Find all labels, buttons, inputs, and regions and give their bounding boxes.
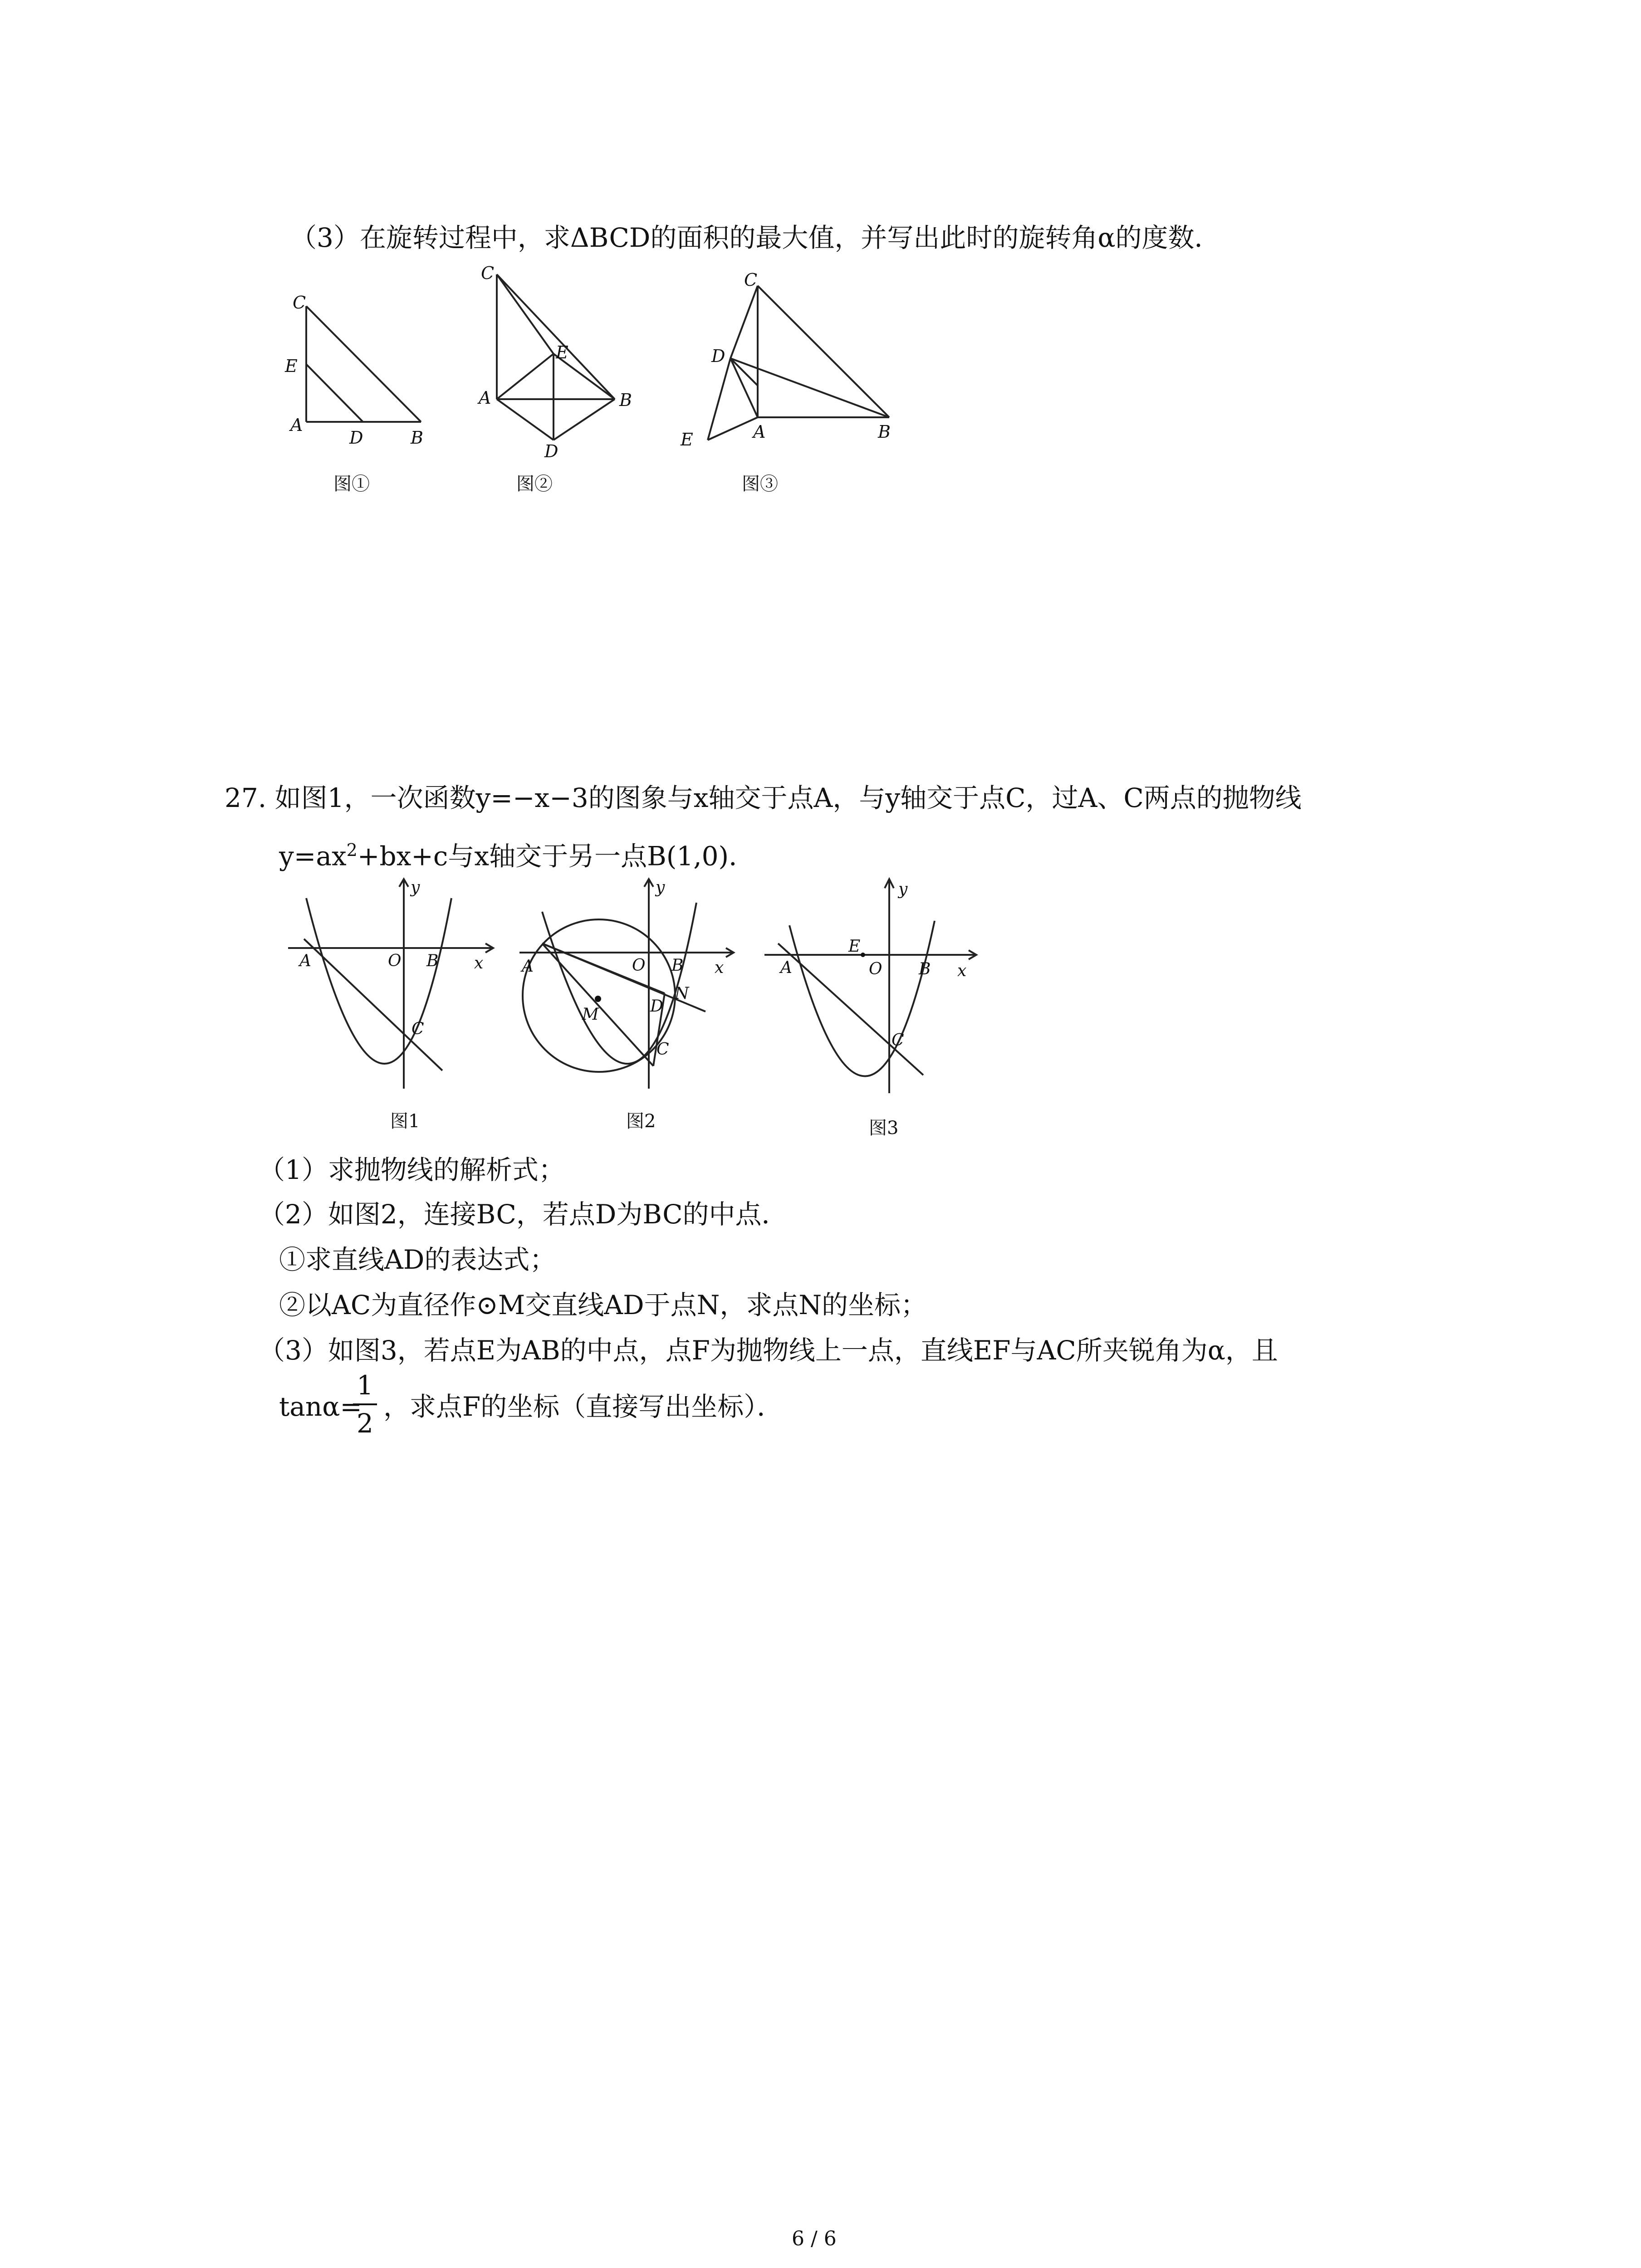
label-x: x xyxy=(474,954,484,973)
label-C: C xyxy=(481,263,495,283)
question-27-intro: 27. 如图1，一次函数y=−x−3的图象与x轴交于点A，与y轴交于点C，过A、C两点的抛物线 xyxy=(225,782,1302,813)
label-A: A xyxy=(299,952,311,970)
label-B: B xyxy=(671,956,684,975)
label-C: C xyxy=(892,1031,904,1050)
fraction-denominator: 2 xyxy=(357,1408,373,1439)
label-A: A xyxy=(753,422,766,442)
fraction-numerator: 1 xyxy=(353,1370,377,1405)
q27-sub2: （2）如图2，连接BC，若点D为BC的中点． xyxy=(259,1199,788,1230)
label-A: A xyxy=(522,957,534,976)
label-x: x xyxy=(715,958,724,977)
label-D: D xyxy=(711,346,725,366)
label-D: D xyxy=(544,441,558,461)
label-B: B xyxy=(619,390,632,410)
label-O: O xyxy=(632,956,646,975)
label-E: E xyxy=(848,937,861,956)
label-E: E xyxy=(285,356,298,376)
figure-caption: 图2 xyxy=(626,1111,656,1132)
figure-2-triangle xyxy=(463,263,653,463)
page-number: 6 / 6 xyxy=(792,2227,837,2250)
label-C: C xyxy=(744,270,758,290)
label-y: y xyxy=(898,880,908,899)
figure-3-triangle xyxy=(671,263,916,463)
exponent: 2 xyxy=(346,840,358,860)
parabola-text-pre: y=ax xyxy=(279,841,347,872)
graph-figure-2 xyxy=(515,875,742,1093)
label-A: A xyxy=(780,958,792,977)
label-A: A xyxy=(479,388,491,408)
parabola-text-post: +bx+c与x轴交于另一点B(1,0)． xyxy=(357,841,755,872)
label-x: x xyxy=(957,962,967,980)
question-26-part3: （3）在旋转过程中，求ΔBCD的面积的最大值，并写出此时的旋转角α的度数． xyxy=(290,222,1221,253)
label-M: M xyxy=(582,1005,599,1024)
q27-sub3-tail: ，求点F的坐标（直接写出坐标）． xyxy=(383,1391,784,1422)
label-C: C xyxy=(411,1020,424,1038)
label-O: O xyxy=(869,960,882,978)
q27-sub3: （3）如图3，若点E为AB的中点，点F为抛物线上一点，直线EF与AC所夹锐角为α，且 xyxy=(259,1335,1278,1366)
question-27-parabola xyxy=(279,840,755,872)
label-B: B xyxy=(878,422,891,442)
graph-figure-3 xyxy=(758,875,994,1098)
label-D: D xyxy=(650,997,663,1016)
label-B: B xyxy=(426,952,439,970)
figure-caption: 图③ xyxy=(742,474,778,494)
label-E: E xyxy=(681,430,693,450)
figure-caption: 图② xyxy=(516,474,553,494)
label-y: y xyxy=(411,878,420,897)
figure-caption: 图3 xyxy=(869,1118,899,1139)
label-C: C xyxy=(656,1040,669,1059)
q27-sub3-tan-pre: tanα= xyxy=(279,1391,362,1422)
label-C: C xyxy=(293,293,306,313)
q27-sub2-2: ②以AC为直径作⊙M交直线AD于点N，求点N的坐标； xyxy=(279,1290,927,1320)
point-E-dot xyxy=(861,953,865,957)
q27-sub2-1: ①求直线AD的表达式； xyxy=(279,1244,556,1275)
figure-caption: 图1 xyxy=(390,1111,420,1132)
fraction-one-half xyxy=(353,1370,377,1439)
label-A: A xyxy=(290,415,303,435)
label-D: D xyxy=(349,428,363,448)
label-O: O xyxy=(388,952,402,970)
label-E: E xyxy=(556,342,568,362)
label-N: N xyxy=(675,984,689,1003)
label-B: B xyxy=(411,428,423,448)
center-M-dot xyxy=(595,996,601,1002)
graph-figure-1 xyxy=(279,875,515,1093)
label-B: B xyxy=(919,960,931,978)
figure-1-triangle xyxy=(272,281,436,458)
q27-sub1: （1）求抛物线的解析式； xyxy=(259,1154,565,1185)
figure-caption: 图① xyxy=(333,474,370,494)
label-y: y xyxy=(656,878,665,897)
